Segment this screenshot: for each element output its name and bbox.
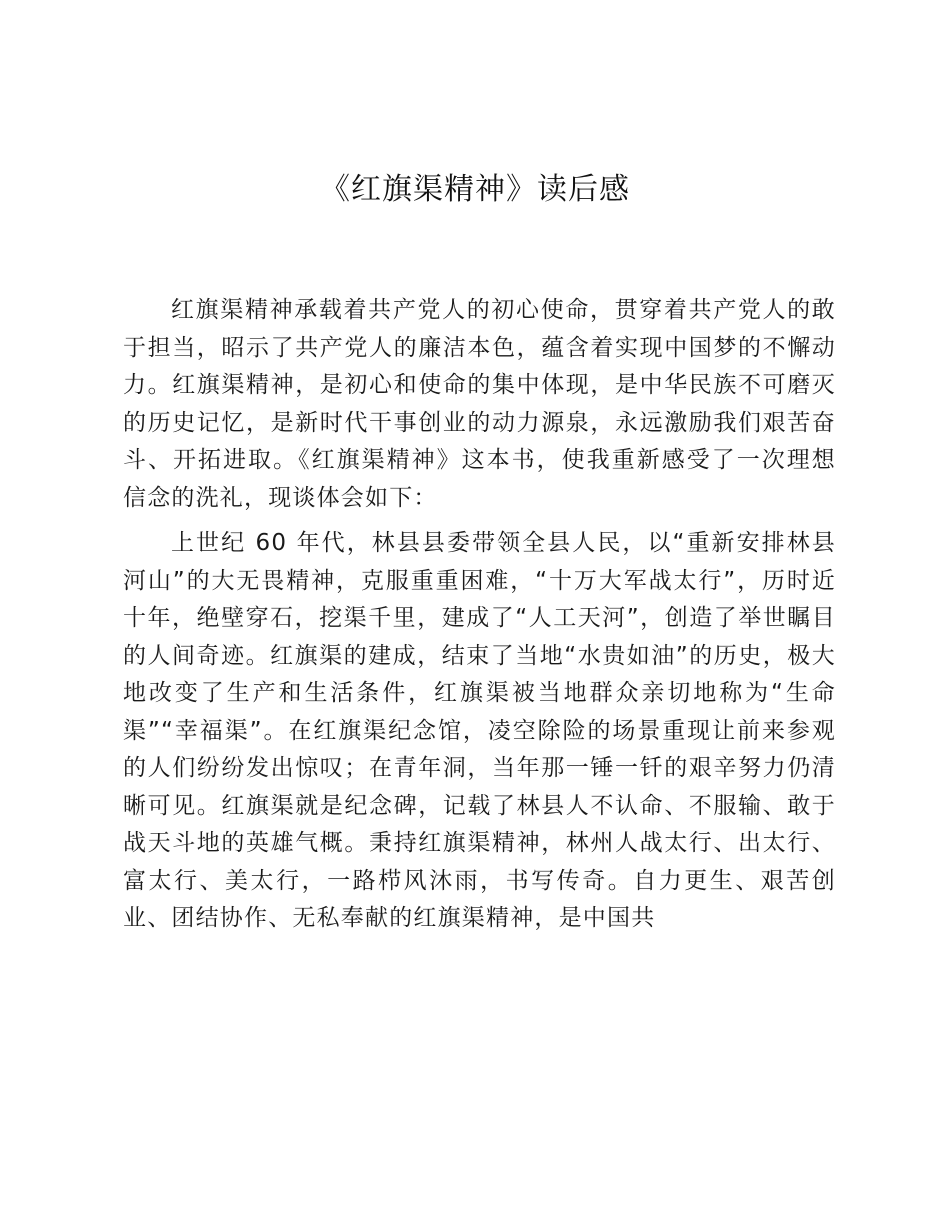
document-title: 《红旗渠精神》读后感 [320,172,630,207]
paragraph-2: 上世纪 60 年代，林县县委带领全县人民，以“重新安排林县河山”的大无畏精神，克服重重困难，“十万大军战太行”，历时近十年，绝壁穿石，挖渠千里，建成了“人工天河”，创造了举世瞩目的人间奇迹。红旗渠的建成，结束了当地“水贵如油”的历史，极大地改变了生产和生活条件，红旗渠被当地群众亲切地称为“生命渠”“幸福渠”。在红旗渠纪念馆，凌空除险的场景重现让前来参观的人们纷纷发出惊叹；在青年洞，当年那一锤一钎的艰辛努力仍清晰可见。红旗渠就是纪念碑，记载了林县人不认命、不服输、敢于战天斗地的英雄气概。秉持红旗渠精神，林州人战太行、出太行、富太行、美太行，一路栉风沐雨，书写传奇。自力更生、艰苦创业、团结协作、无私奉献的红旗渠精神，是中国共 [123,530,836,931]
paragraph-1: 红旗渠精神承载着共产党人的初心使命，贯穿着共产党人的敢于担当，昭示了共产党人的廉洁本色，蕴含着实现中国梦的不懈动力。红旗渠精神，是初心和使命的集中体现，是中华民族不可磨灭的历史记忆，是新时代干事创业的动力源泉，永远激励我们艰苦奋斗、开拓进取。《红旗渠精神》这本书，使我重新感受了一次理想信念的洗礼，现谈体会如下： [123,297,836,511]
document-body [123,292,836,946]
